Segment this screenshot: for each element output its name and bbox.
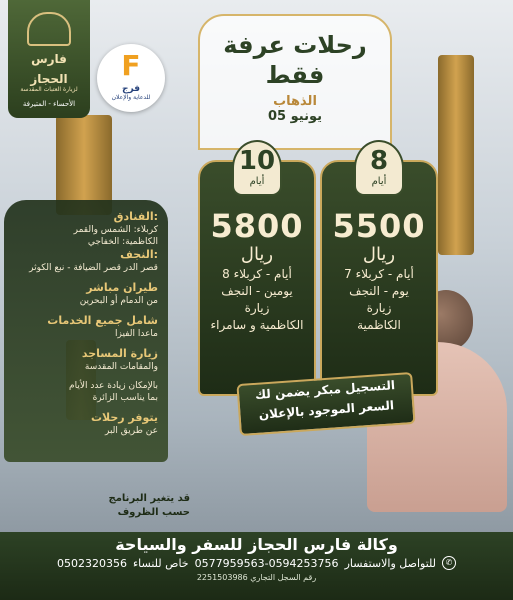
partner-sub: للدعاية والإعلان [111, 94, 151, 101]
offer-line: زيارة [244, 301, 270, 315]
ribbon-line1: التسجيل مبكر يضمن لك [254, 378, 396, 402]
flight-text: من الدمام أو البحرين [79, 296, 158, 306]
offer-card-8 [320, 146, 438, 396]
agency-name: وكالة فارس الحجاز للسفر والسياحة [115, 535, 398, 554]
partner-letter: F [121, 49, 141, 82]
currency: ريال [240, 244, 274, 265]
registration-row [0, 572, 513, 584]
departure-date: 05 يونيو [268, 109, 322, 124]
najaf-title: النجف: [120, 248, 158, 261]
days-number: 8 [369, 146, 389, 176]
contact-phones[interactable]: 0577959563-0594253756 [194, 557, 339, 570]
hotels-title: الفنادق: [113, 210, 158, 223]
services-title: شامل جميع الخدمات [47, 314, 158, 327]
offer-line: يومين - النجف [221, 284, 293, 298]
contact-label: للتواصل والاستفسار [344, 557, 436, 570]
header-card [198, 14, 392, 150]
days-label: أيام [371, 176, 387, 187]
note-line1: قد يتغير البرنامج [108, 493, 190, 504]
dome-icon [27, 12, 71, 46]
days-badge [232, 140, 282, 196]
offer-line: 7 أيام - كربلاء [344, 267, 414, 281]
brand-tagline: لزيارة العتبات المقدسة [20, 86, 78, 93]
price: 5800 [210, 207, 304, 245]
days-number: 10 [238, 146, 276, 176]
note-line2: حسب الظروف [117, 507, 190, 518]
partner-logo [97, 44, 165, 112]
offer-line: الكاظمية و سامراء [210, 318, 304, 332]
brand-logo [8, 0, 90, 118]
partner-name: فرج [122, 84, 140, 94]
women-phone[interactable]: 0502320356 [57, 557, 127, 570]
program-note [60, 492, 190, 520]
info-panel [4, 200, 168, 462]
hotel-kadhimiya: الكاظمية: الخفاجي [87, 237, 158, 247]
reg-label: رقم السجل التجاري [250, 573, 317, 582]
women-label: خاص للنساء [133, 557, 189, 570]
phone-icon: ✆ [442, 556, 456, 570]
brand-name-top: فارس [31, 52, 67, 66]
departure-label: الذهاب [273, 94, 317, 109]
title-line1: رحلات عرفة [223, 31, 367, 59]
offer-card-10 [198, 146, 316, 396]
services-text: ماعدا الفيزا [115, 329, 158, 339]
price: 5500 [332, 207, 426, 245]
contact-row [0, 556, 513, 572]
days-label: أيام [249, 176, 265, 187]
currency: ريال [362, 244, 396, 265]
land-trips-title: يتوفر رحلات [90, 411, 158, 424]
najaf-hotels: قصر الدر قصر الضيافة - نبع الكوثر [29, 263, 158, 273]
visit-text: والمقامات المقدسة [84, 362, 158, 372]
footer-bar [0, 532, 513, 600]
hotel-karbala: كربلاء: الشمس والقمر [73, 225, 158, 235]
brand-location: الأحساء - المتيرفة [22, 100, 76, 108]
offer-line: يوم - النجف [349, 284, 409, 298]
offer-line: الكاظمية [357, 318, 401, 332]
flight-title: طيران مباشر [86, 281, 158, 294]
extra-line1: بالإمكان زيادة عدد الأيام [69, 381, 158, 391]
title-line2: فقط [265, 61, 325, 89]
offer-line: 8 أيام - كربلاء [222, 267, 292, 281]
extra-line2: بما يناسب الزائرة [92, 393, 158, 403]
brand-name-bottom: الحجاز [30, 72, 68, 86]
shrine-minaret [438, 55, 474, 255]
reg-number: 2251503986 [196, 573, 248, 582]
days-badge [354, 140, 404, 196]
land-trips-text: عن طريق البر [104, 426, 158, 436]
visit-title: زيارة المساجد [81, 347, 158, 360]
ribbon-line2: السعر الموجود بالإعلان [258, 398, 395, 422]
offer-line: زيارة [366, 301, 392, 315]
